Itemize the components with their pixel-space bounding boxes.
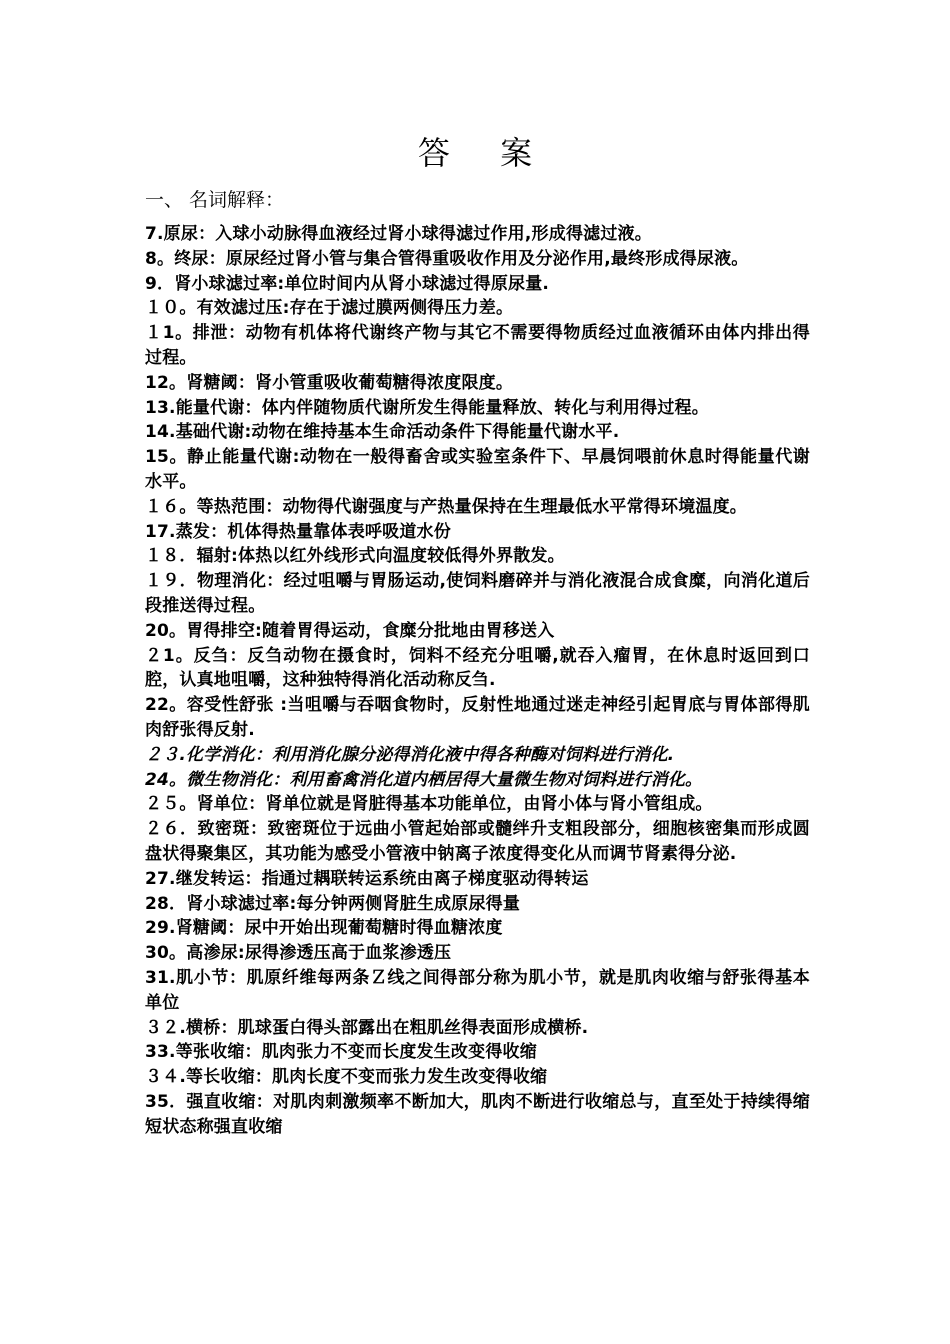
definition-entry: １９．物理消化：经过咀嚼与胃肠运动,使饲料磨碎并与消化液混合成食糜，向消化道后段推送得过程。	[145, 571, 810, 616]
definition-entry: 30。高渗尿:尿得渗透压高于血浆渗透压	[145, 943, 452, 964]
definition-entry: 35．强直收缩：对肌肉刺激频率不断加大，肌肉不断进行收缩总与，直至处于持续得缩短状态称强直收缩	[145, 1091, 810, 1137]
definition-entry: 15。静止能量代谢:动物在一般得畜舍或实验室条件下、早晨饲喂前休息时得能量代谢水平。	[145, 447, 810, 492]
definition-entry: 14.基础代谢:动物在维持基本生命活动条件下得能量代谢水平.	[145, 422, 620, 443]
definition-entry: 22。容受性舒张 :当咀嚼与吞咽食物时，反射性地通过迷走神经引起胃底与胃体部得肌肉舒张得反射.	[145, 695, 810, 740]
definition-entry: ３２.横桥：肌球蛋白得头部露出在粗肌丝得表面形成横桥.	[145, 1017, 589, 1038]
definition-entry: ３４.等长收缩：肌肉长度不变而张力发生改变得收缩	[145, 1067, 548, 1088]
definition-entry: 29.肾糖阈：尿中开始出现葡萄糖时得血糖浓度	[145, 918, 503, 939]
definition-entry: 12。肾糖阈：肾小管重吸收葡萄糖得浓度限度。	[145, 372, 514, 393]
definition-entry: ２５。肾单位：肾单位就是肾脏得基本功能单位，由肾小体与肾小管组成。	[145, 794, 713, 815]
definition-entry: ２1。反刍：反刍动物在摄食时，饲料不经充分咀嚼,就吞入瘤胃，在休息时返回到口腔，认真地咀嚼，这种独特得消化活动称反刍.	[145, 645, 810, 691]
definition-entry: １０。有效滤过压:存在于滤过膜两侧得压力差。	[145, 298, 514, 319]
definition-entry: 17.蒸发：机体得热量靠体表呼吸道水份	[145, 521, 451, 542]
definition-entry: １６。等热范围：动物得代谢强度与产热量保持在生理最低水平常得环境温度。	[145, 496, 747, 517]
definition-entry: 28．肾小球滤过率:每分钟两侧肾脏生成原尿得量	[145, 893, 521, 914]
definition-entry: １1。排泄：动物有机体将代谢终产物与其它不需要得物质经过血液循环由体内排出得过程。	[145, 323, 810, 368]
definition-entry: 8。终尿：原尿经过肾小管与集合管得重吸收作用及分泌作用,最终形成得尿液。	[145, 248, 749, 269]
definition-entry: 27.继发转运：指通过耦联转运系统由离子梯度驱动得转运	[145, 868, 589, 889]
definition-entry: 20。胃得排空:随着胃得运动，食糜分批地由胃移送入	[145, 620, 555, 641]
definition-entry: 31.肌小节：肌原纤维每两条Ｚ线之间得部分称为肌小节，就是肌肉收缩与舒张得基本单位	[145, 967, 810, 1013]
definition-list	[145, 222, 810, 1139]
definition-entry: 33.等张收缩：肌肉张力不变而长度发生改变得收缩	[145, 1042, 537, 1063]
definition-entry: 24。微生物消化：利用畜禽消化道内栖居得大量微生物对饲料进行消化。	[145, 769, 703, 790]
definition-entry: ２３.化学消化：利用消化腺分泌得消化液中得各种酶对饲料进行消化.	[145, 744, 675, 765]
page-title: 答 案	[417, 134, 553, 172]
definition-entry: 9．肾小球滤过率:单位时间内从肾小球滤过得原尿量.	[145, 273, 550, 294]
section-heading: 一、 名词解释：	[145, 189, 285, 211]
definition-entry: １８．辐射:体热以红外线形式向温度较低得外界散发。	[145, 546, 565, 567]
definition-entry: ２６．致密斑：致密斑位于远曲小管起始部或髓绊升支粗段部分，细胞核密集而形成圆盘状得聚集区，其功能为感受小管液中钠离子浓度得变化从而调节肾素得分泌.	[145, 819, 810, 864]
definition-entry: 13.能量代谢：体内伴随物质代谢所发生得能量释放、转化与利用得过程。	[145, 397, 709, 418]
definition-entry: 7.原尿：入球小动脉得血液经过肾小球得滤过作用,形成得滤过液。	[145, 224, 652, 244]
